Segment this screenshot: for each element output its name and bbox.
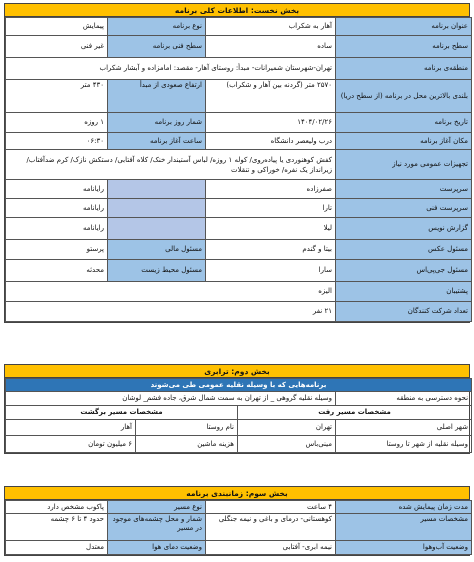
label-cell: نوع برنامه [108,18,206,36]
value-cell: محدثه [6,260,108,282]
label-cell: عنوان برنامه [336,18,472,36]
value-cell: غیر فنی [6,36,108,58]
label-cell: تاریخ برنامه [336,113,472,133]
value-cell: ۲۵۷۰ متر (گردنه بین آهار و شکراب) [206,80,336,113]
label-cell: وضعیت آب‌وهوا [336,541,472,555]
label-cell: سرپرست فنی [336,199,472,218]
value-cell: صفرزاده [206,180,336,199]
email-cell: رایانامه [6,199,108,218]
cost-value: ۶ میلیون تومان [6,436,136,453]
value-cell: درب ولیعصر دانشگاه [206,133,336,150]
value-cell: لیلا [206,218,336,240]
label-cell: شمار و محل چشمه‌های موجود در مسیر [108,514,206,541]
route-go-header: مشخصات مسیر رفت [238,406,472,420]
value-cell: نیمه ابری- آفتابی [206,541,336,555]
general-info-table [5,17,472,322]
value-cell: تارا [206,199,336,218]
label-cell: مسئول جی‌پی‌اس [336,260,472,282]
label-cell: مسئول محیط زیست [108,260,206,282]
value-cell: ۴۳۰ متر [6,80,108,113]
route-return-header: مشخصات مسیر برگشت [6,406,238,420]
section-schedule [4,486,470,556]
transport-subheader: برنامه‌هایی که با وسیله نقلیه عمومی طی می‌شوند [6,379,472,392]
value-cell: الیزه [6,282,336,302]
vehicle-label: وسیله نقلیه از شهر تا روستا [336,436,472,453]
value-cell: تهران-شهرستان شمیرانات- مبدأ: روستای آهار- مقصد: امامزاده و آبشار شکراب [6,58,336,80]
label-cell: تعداد شرکت کنندگان [336,302,472,322]
empty-label-cell [108,180,206,199]
section-transport [4,364,470,454]
email-cell: رایانامه [6,180,108,199]
value-cell: سارا [206,260,336,282]
label-cell: ساعت آغاز برنامه [108,133,206,150]
value-cell: بیتا و گندم [206,240,336,260]
label-cell: گزارش نویس [336,218,472,240]
empty-label-cell [108,199,206,218]
label-cell: بلندی بالاترین محل در برنامه (از سطح دریا) [336,80,472,113]
email-cell: رایانامه [6,218,108,240]
value-cell: کفش کوهنوردی یا پیاده‌روی/ کوله ۱ روزه/ لباس آستیندار خنک/ کلاه آفتابی/ دستکش نازک/ کرم ضدآفتاب/ زیرانداز یک نفره/ خوراکی و تنقلات [6,150,336,180]
label-cell: نوع مسیر [108,501,206,514]
village-value: آهار [6,420,136,436]
value-cell: حدود ۴ تا ۶ چشمه [6,514,108,541]
label-cell: منطقه‌ی برنامه [336,58,472,80]
label-cell: مسئول عکس [336,240,472,260]
cost-label: هزینه ماشین [136,436,238,453]
label-cell: سطح برنامه [336,36,472,58]
value-cell: ۱ روزه [6,113,108,133]
label-cell: تجهیزات عمومی مورد نیاز [336,150,472,180]
value-cell: معتدل [6,541,108,555]
value-cell: ۲۱ نفر [6,302,336,322]
value-cell: پرستو [6,240,108,260]
vehicle-value: مینی‌باس [238,436,336,453]
label-cell: مکان آغاز برنامه [336,133,472,150]
label-cell: مدت زمان پیمایش شده [336,501,472,514]
label-cell: سرپرست [336,180,472,199]
section-title: بخش دوم: ترابری [5,365,469,378]
empty-label-cell [108,218,206,240]
section-title: بخش نخست: اطلاعات کلی برنامه [5,4,469,17]
schedule-table [5,500,472,555]
city-value: تهران [238,420,336,436]
label-cell: شمار روز برنامه [108,113,206,133]
label-cell: ارتفاع صعودی از مبدأ [108,80,206,113]
value-cell: پیمایش [6,18,108,36]
city-label: شهر اصلی [336,420,472,436]
label-cell: پشتیبان [336,282,472,302]
value-cell: ساده [206,36,336,58]
label-cell: مسئول مالی [108,240,206,260]
value-cell: آهار به شکراب [206,18,336,36]
value-cell: پاکوب مشخص دارد [6,501,108,514]
value-cell: ۰۶:۳۰ [6,133,108,150]
value-cell: کوهستانی- درمای و باغی و نیمه جنگلی [206,514,336,541]
access-label: نحوه دسترسی به منطقه [336,392,472,406]
value-cell: ۱۴۰۴/۰۲/۲۶ [206,113,336,133]
transport-table [5,378,472,453]
label-cell: وضعیت دمای هوا [108,541,206,555]
section-general-info [4,3,470,323]
section-title: بخش سوم: زمانبندی برنامه [5,487,469,500]
label-cell: مشخصات مسیر [336,514,472,541]
access-value: وسیله نقلیه گروهی _ از تهران به سمت شمال شرق، جاده فشم_ لوشان [6,392,336,406]
value-cell: ۴ ساعت [206,501,336,514]
village-label: نام روستا [136,420,238,436]
label-cell: سطح فنی برنامه [108,36,206,58]
